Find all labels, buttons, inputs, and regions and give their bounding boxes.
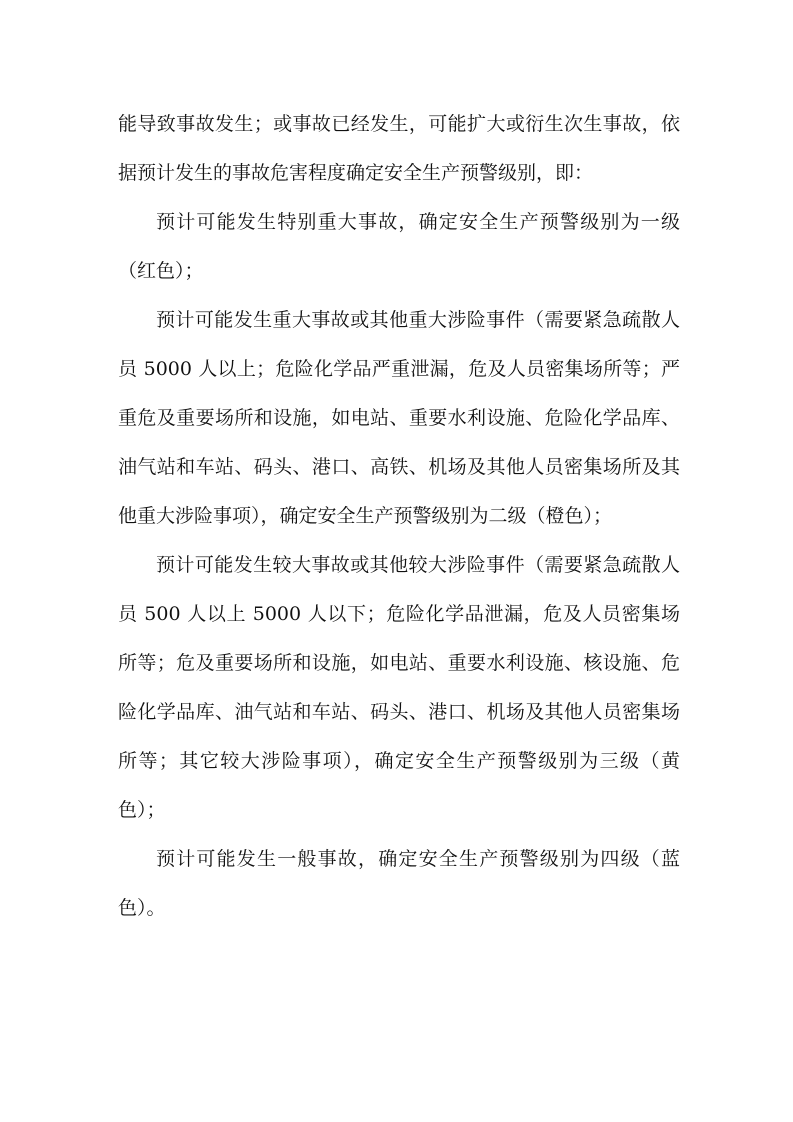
paragraph-level-four: 预计可能发生一般事故，确定安全生产预警级别为四级（蓝色）。 — [118, 848, 680, 919]
paragraph-level-two: 预计可能发生重大事故或其他重大涉险事件（需要紧急疏散人员 5000 人以上；危险化学品严重泄漏，危及人员密集场所等；严重危及重要场所和设施，如电站、重要水利设施、危险化学品库、油气站和车站、码头、港口、高铁、机场及其他人员密集场所及其他重大涉险事项），确定安全生产预警级别为二级（橙色）； — [118, 309, 680, 527]
paragraph-continuation: 能导致事故发生；或事故已经发生，可能扩大或衍生次生事故，依据预计发生的事故危害程度确定安全生产预警级别，即： — [118, 113, 680, 184]
paragraph-level-one: 预计可能发生特别重大事故，确定安全生产预警级别为一级（红色）； — [118, 211, 680, 282]
document-body — [118, 100, 680, 933]
paragraph-level-three: 预计可能发生较大事故或其他较大涉险事件（需要紧急疏散人员 500 人以上 5000 人以下；危险化学品泄漏，危及人员密集场所等；危及重要场所和设施，如电站、重要水利设施、核设施、危险化学品库、油气站和车站、码头、港口、机场及其他人员密集场所等；其它较大涉险事项），确定安全生产预警级别为三级（黄色）； — [118, 554, 680, 821]
